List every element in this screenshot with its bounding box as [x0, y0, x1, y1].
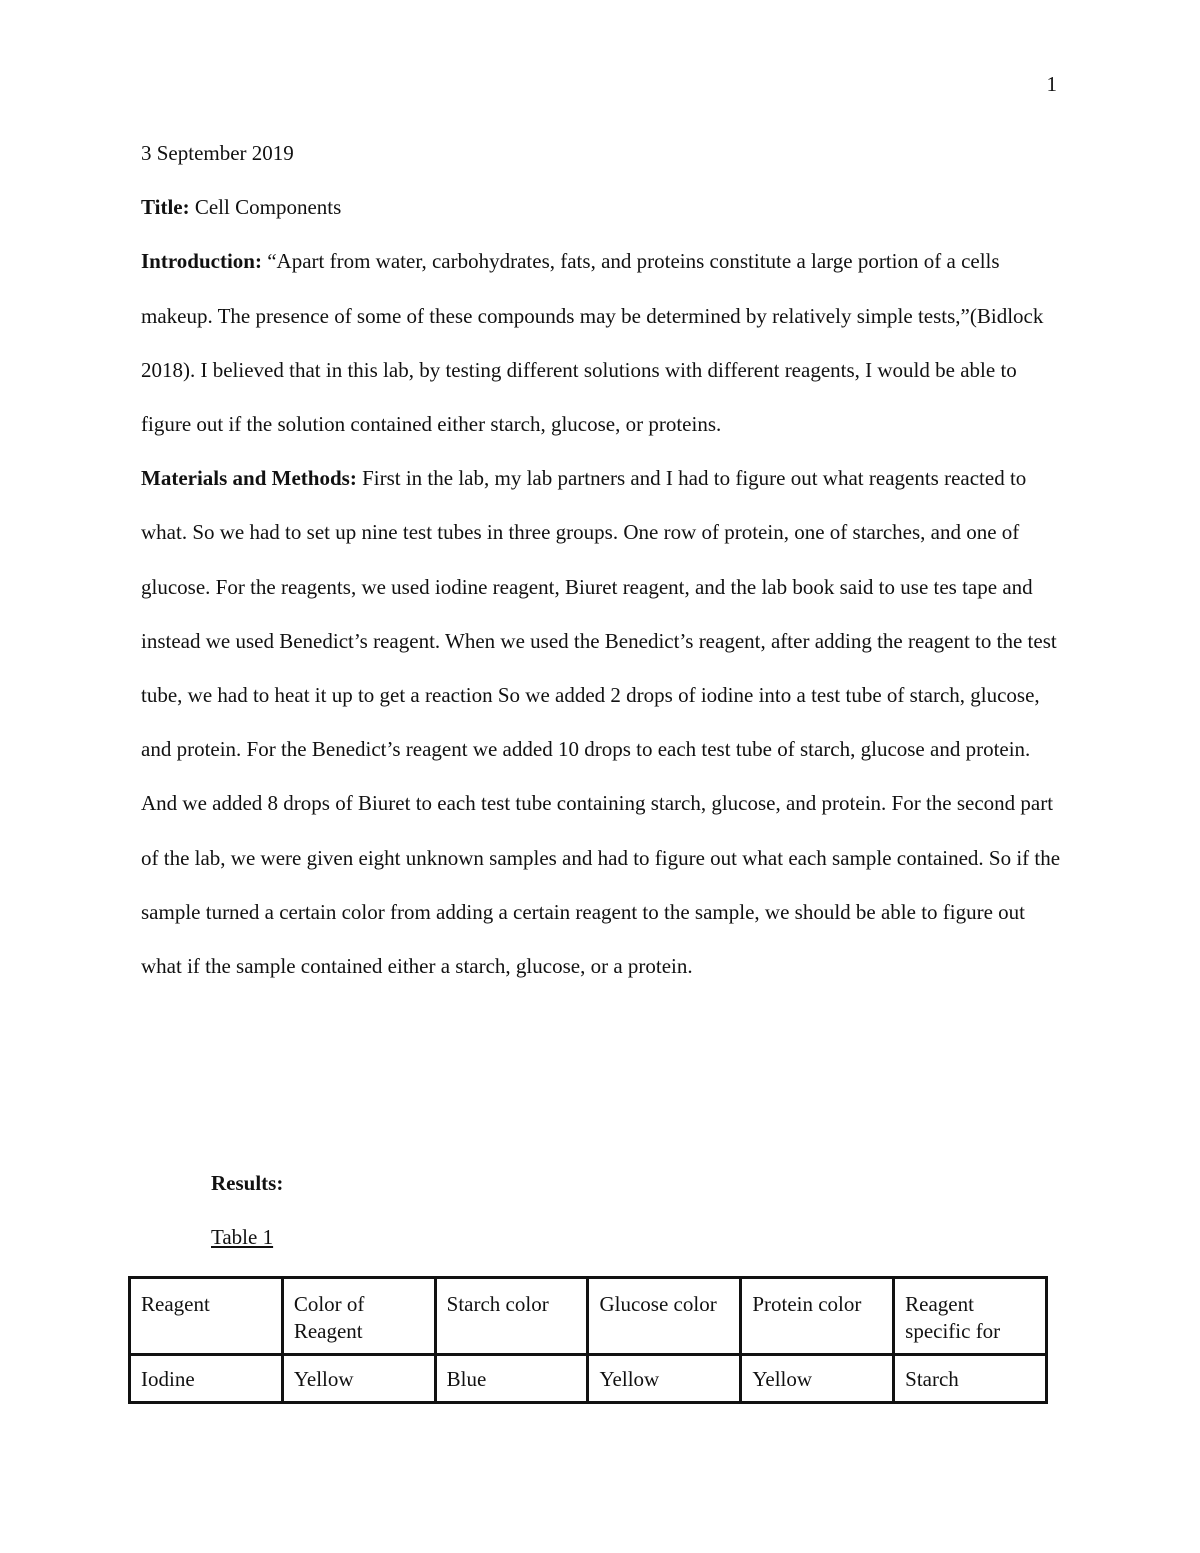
materials-methods-label: Materials and Methods:: [141, 466, 357, 491]
table-caption: Table 1: [211, 1225, 274, 1249]
materials-methods-text: First in the lab, my lab partners and I had to figure out what reagents reacted to what. So we had to set up nine test tubes in three groups. One row of protein, one of starches, and one of glucose. For the reagents, we used iodine reagent, Biuret reagent, and the lab book said to use tes tape and instead we used Benedict’s reagent. When we used the Benedict’s reagent, after adding the reagent to the test tube, we had to heat it up to get a reaction So we added 2 drops of iodine into a test tube of starch, glucose, and protein. For the Benedict’s reagent we added 10 drops to each test tube of starch, glucose and protein. And we added 8 drops of Biuret to each test tube containing starch, glucose, and protein. For the second part of the lab, we were given eight unknown samples and had to figure out what each sample contained. So if the sample turned a certain color from adding a certain reagent to the sample, we should be able to figure out what if the sample contained either a starch, glucose, or a protein.: [141, 466, 1061, 979]
table-header-cell: Protein color: [741, 1278, 894, 1355]
introduction-label: Introduction:: [141, 249, 262, 274]
table-cell: Yellow: [741, 1355, 894, 1403]
introduction-text: “Apart from water, carbohydrates, fats, and proteins constitute a large portion of a cells makeup. The presence of some of these compounds may be determined by relatively simple tests,”(Bidlock 2018). I believed that in this lab, by testing different solutions with different reagents, I would be able to figure out if the solution contained either starch, glucose, or proteins.: [141, 249, 1044, 437]
date-line: 3 September 2019: [141, 141, 294, 165]
table-cell: Starch: [894, 1355, 1047, 1403]
title-paragraph: [141, 180, 1061, 234]
table-header-row: [130, 1278, 1047, 1355]
table-cell: Yellow: [588, 1355, 741, 1403]
table-header-cell: Reagent specific for: [894, 1278, 1047, 1355]
table-header-cell: Glucose color: [588, 1278, 741, 1355]
table-cell: Yellow: [282, 1355, 435, 1403]
table-header-cell: Color of Reagent: [282, 1278, 435, 1355]
table-header-cell: Reagent: [130, 1278, 283, 1355]
materials-methods-paragraph: [141, 451, 1061, 993]
results-section: [211, 1156, 283, 1264]
table-header-cell: Starch color: [435, 1278, 588, 1355]
reagent-table: [128, 1276, 1048, 1404]
table-cell: Blue: [435, 1355, 588, 1403]
introduction-paragraph: [141, 234, 1061, 451]
table-row: [130, 1355, 1047, 1403]
results-label: Results:: [211, 1171, 284, 1195]
title-label: Title:: [141, 195, 190, 220]
table-cell: Iodine: [130, 1355, 283, 1403]
title-text: Cell Components: [189, 195, 342, 220]
document-body: [141, 126, 1061, 993]
page-number: 1: [1046, 72, 1057, 96]
